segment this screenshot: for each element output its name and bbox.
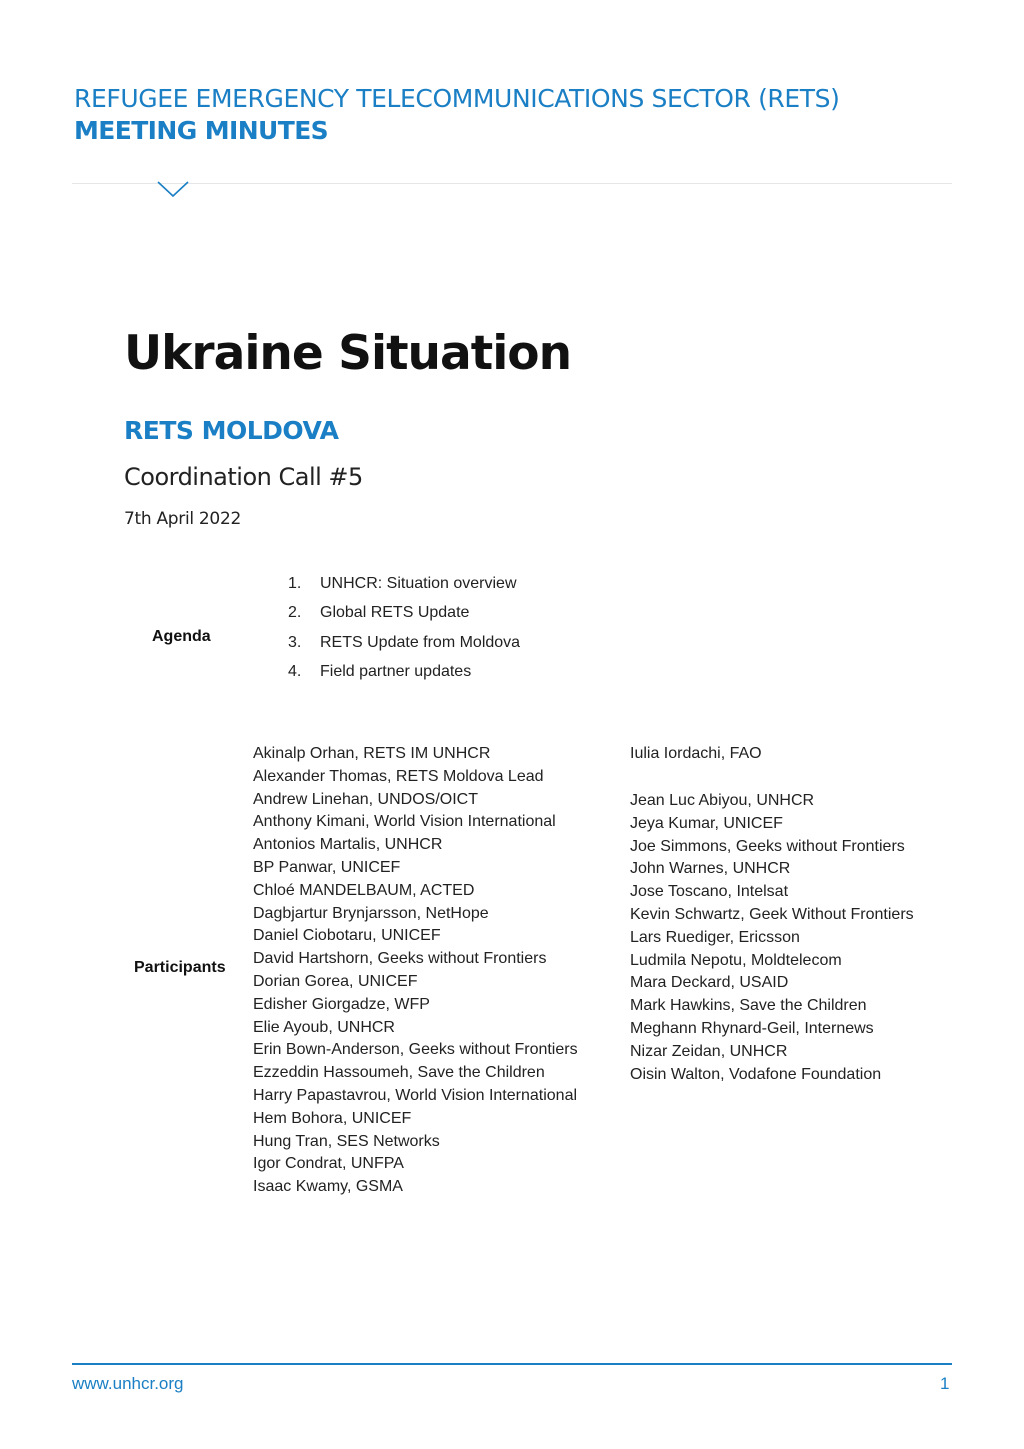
agenda-item-text: RETS Update from Moldova [320,633,521,651]
agenda-item [288,632,520,661]
participant-entry: Dagbjartur Brynjarsson, NetHope [253,904,489,922]
header-title: REFUGEE EMERGENCY TELECOMMUNICATIONS SECTOR (RETS) [74,84,840,113]
agenda-item-text: Global RETS Update [320,604,470,622]
coordination-call: Coordination Call #5 [124,463,363,491]
participant-entry: David Hartshorn, Geeks without Frontiers [253,950,547,968]
agenda-item-text: Field partner updates [320,662,472,680]
participant-entry: Elie Ayoub, UNHCR [253,1018,395,1036]
agenda-item [288,573,520,602]
participant-entry: Ludmila Nepotu, Moldtelecom [630,951,842,969]
document-title: Ukraine Situation [124,326,572,381]
document-subtitle: RETS MOLDOVA [124,416,339,445]
participant-entry: Joe Simmons, Geeks without Frontiers [630,837,905,855]
participant-entry: BP Panwar, UNICEF [253,858,401,876]
participant-entry: Jean Luc Abiyou, UNHCR [630,792,815,809]
participant-entry: Iulia Iordachi, FAO [630,745,762,762]
participants-column-right [630,790,914,1086]
participant-entry: Harry Papastavrou, World Vision International [253,1086,578,1104]
agenda-item-number: 3. [288,633,302,651]
participant-entry: Ezzeddin Hassoumeh, Save the Children [253,1064,545,1082]
agenda-item-text: UNHCR: Situation overview [320,575,517,592]
participant-entry: Daniel Ciobotaru, UNICEF [253,927,441,945]
agenda-item [288,661,520,690]
agenda-label: Agenda [152,628,211,645]
participant-entry: Edisher Giorgadze, WFP [253,995,430,1013]
participant-entry: Isaac Kwamy, GSMA [253,1178,403,1196]
participant-entry: Anthony Kimani, World Vision International [253,813,556,831]
footer-website-link[interactable]: www.unhcr.org [72,1374,184,1393]
agenda-item [288,602,520,631]
participant-entry: Andrew Linehan, UNDOS/OICT [253,790,478,808]
header-divider [72,183,952,184]
page-number: 1 [940,1374,950,1393]
header-subtitle: MEETING MINUTES [74,116,329,145]
participant-entry: Mara Deckard, USAID [630,974,789,992]
meeting-date: 7th April 2022 [124,509,241,529]
participant-entry: Mark Hawkins, Save the Children [630,997,867,1015]
participant-entry: Meghann Rhynard-Geil, Internews [630,1019,874,1037]
participant-entry: Kevin Schwartz, Geek Without Frontiers [630,905,914,923]
participant-entry: Jeya Kumar, UNICEF [630,814,783,832]
participants-label: Participants [134,959,226,976]
participant-entry: Nizar Zeidan, UNHCR [630,1042,788,1060]
participant-entry: Hem Bohora, UNICEF [253,1109,412,1127]
participant-entry: John Warnes, UNHCR [630,860,791,878]
participant-entry: Alexander Thomas, RETS Moldova Lead [253,767,544,785]
participant-entry: Akinalp Orhan, RETS IM UNHCR [253,745,491,762]
chevron-down-icon [156,180,190,200]
participant-entry: Oisin Walton, Vodafone Foundation [630,1065,882,1083]
participants-column-left [253,743,578,1199]
agenda-list [288,573,520,690]
agenda-item-number: 4. [288,662,302,680]
participant-entry: Antonios Martalis, UNHCR [253,836,443,854]
agenda-item-number: 1. [288,575,302,592]
participant-entry: Hung Tran, SES Networks [253,1132,440,1150]
participants-column-right-top [630,743,762,766]
participant-entry: Igor Condrat, UNFPA [253,1155,404,1173]
footer-divider [72,1363,952,1365]
participant-entry: Lars Ruediger, Ericsson [630,928,800,946]
participant-entry: Dorian Gorea, UNICEF [253,972,418,990]
participant-entry: Jose Toscano, Intelsat [630,883,789,901]
agenda-item-number: 2. [288,604,302,622]
participant-entry: Chloé MANDELBAUM, ACTED [253,881,475,899]
participant-entry: Erin Bown-Anderson, Geeks without Frontiers [253,1041,578,1059]
